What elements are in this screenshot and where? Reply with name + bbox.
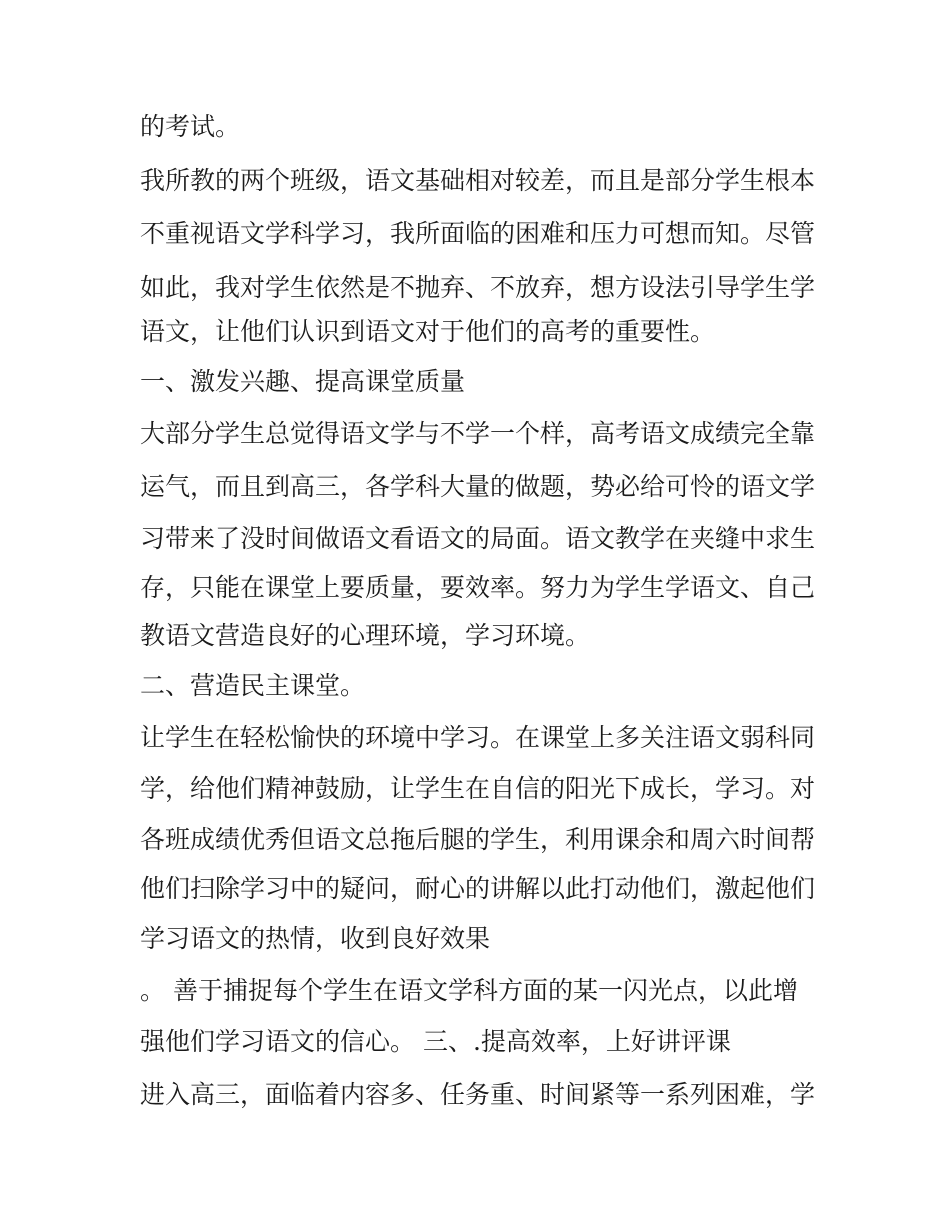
text-line-excellent-students: 各班成绩优秀但语文总拖后腿的学生，利用课余和周六时间帮 <box>140 825 816 854</box>
text-line-classes-weak-foundation: 我所教的两个班级，语文基础相对较差，而且是部分学生根本 <box>140 166 816 195</box>
text-line-ending-exam: 的考试。 <box>140 112 241 141</box>
text-line-environment: 教语文营造良好的心理环境，学习环境。 <box>140 621 591 650</box>
text-line-encourage: 学，给他们精神鼓励，让学生在自信的阳光下成长，学习。对 <box>140 774 816 803</box>
text-line-pressure: 不重视语文学科学习，我所面临的困难和压力可想而知。尽管 <box>140 219 816 248</box>
section-heading-1: 一、激发兴趣、提高课堂质量 <box>140 367 466 396</box>
text-line-students-think: 大部分学生总觉得语文学与不学一个样，高考语文成绩完全靠 <box>140 419 816 448</box>
text-line-senior-year: 进入高三，面临着内容多、任务重、时间紧等一系列困难，学 <box>140 1080 816 1109</box>
text-line-importance: 语文，让他们认识到语文对于他们的高考的重要性。 <box>140 317 716 346</box>
text-line-confidence-heading-3: 强他们学习语文的信心。 三、.提高效率，上好讲评课 <box>140 1027 731 1056</box>
text-line-luck: 运气，而且到高三，各学科大量的做题，势必给可怜的语文学 <box>140 472 816 501</box>
text-line-not-abandon: 如此，我对学生依然是不抛弃、不放弃，想方设法引导学生学 <box>140 273 816 302</box>
text-line-no-time: 习带来了没时间做语文看语文的局面。语文教学在夹缝中求生 <box>140 524 816 553</box>
text-line-shining-point: 。 善于捕捉每个学生在语文学科方面的某一闪光点，以此增 <box>140 976 798 1005</box>
text-line-relaxed: 让学生在轻松愉快的环境中学习。在课堂上多关注语文弱科同 <box>140 723 816 752</box>
text-line-clear-doubts: 他们扫除学习中的疑问，耐心的讲解以此打动他们，激起他们 <box>140 874 816 903</box>
text-line-enthusiasm: 学习语文的热情，收到良好效果 <box>140 924 491 953</box>
text-line-quality: 存，只能在课堂上要质量，要效率。努力为学生学语文、自己 <box>140 573 816 602</box>
section-heading-2: 二、营造民主课堂。 <box>140 671 366 700</box>
